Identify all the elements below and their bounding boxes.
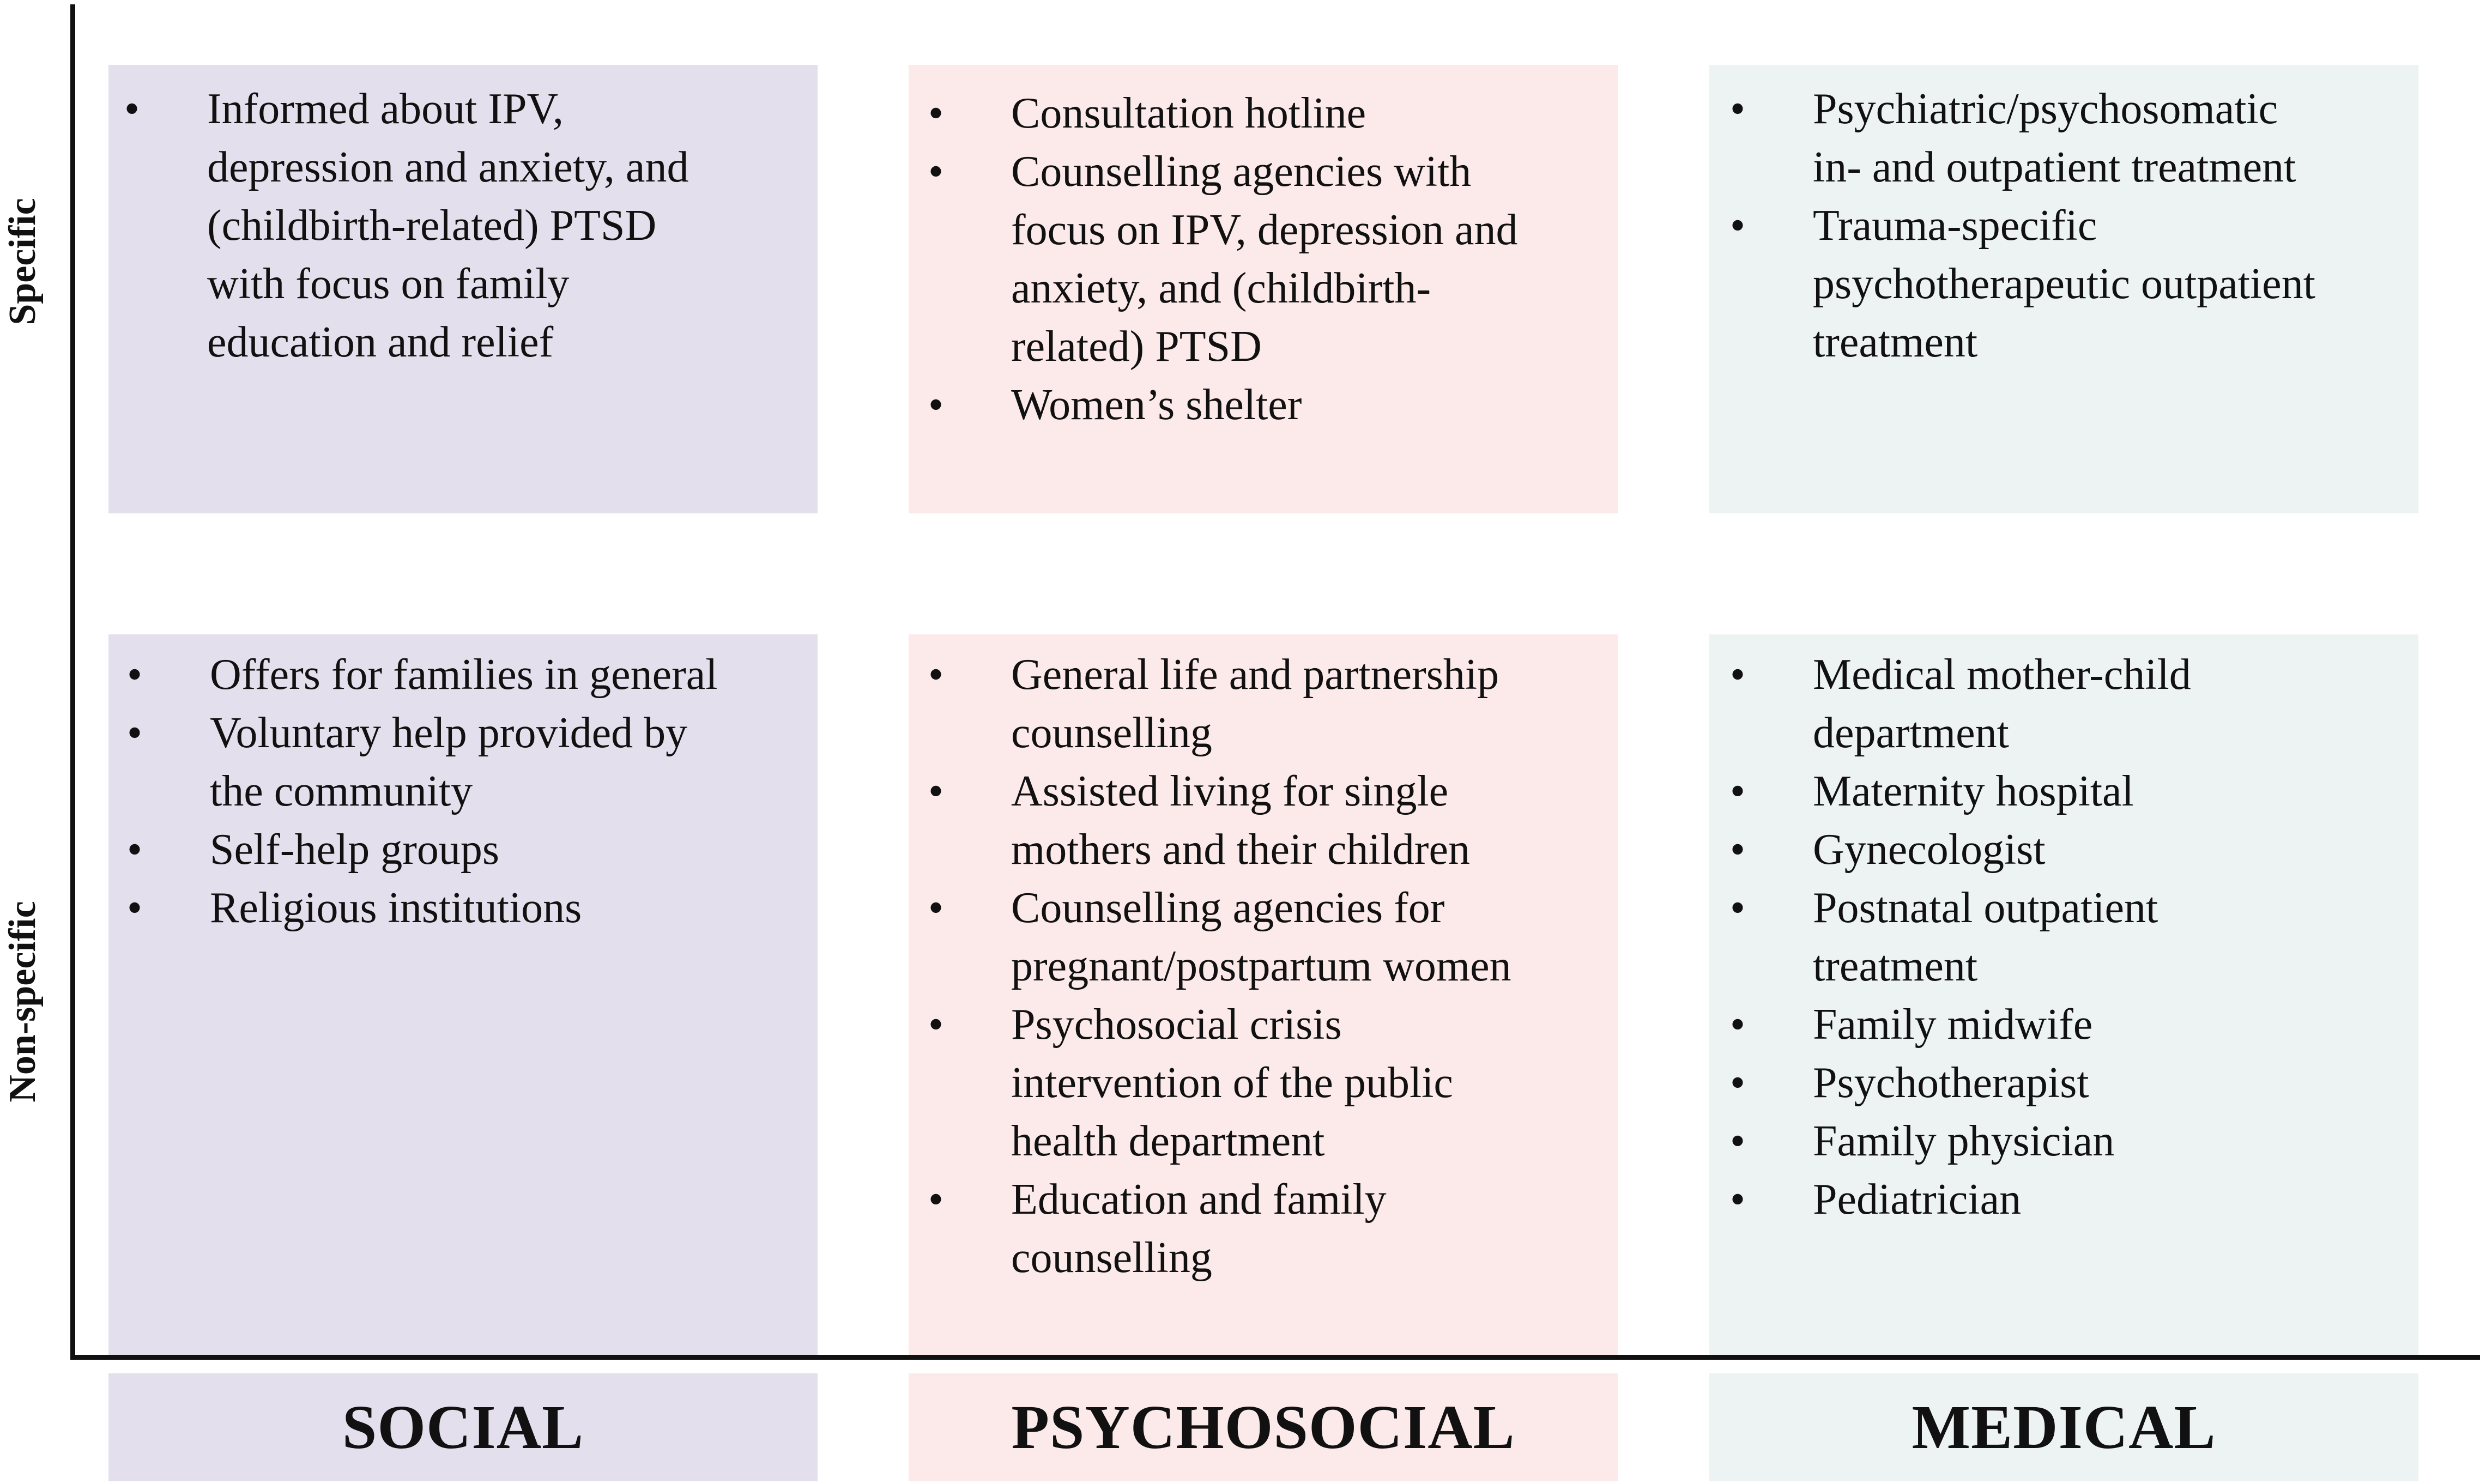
x-axis-line (70, 1355, 2480, 1360)
row-label-specific-text: Specific (2, 198, 44, 325)
list-nonspecific-medical (1729, 646, 2412, 1229)
list-item (1729, 996, 2412, 1054)
list-item-text: Medical mother-child department (1813, 651, 2191, 757)
list-item-text: Counselling agencies for pregnant/postpartum women (1011, 884, 1511, 990)
bullet-icon: • (126, 709, 142, 757)
cell-nonspecific-medical (1709, 634, 2418, 1355)
list-item (126, 646, 815, 704)
list-item-text: Gynecologist (1813, 826, 2046, 874)
cell-nonspecific-psychosocial (909, 634, 1618, 1355)
list-item (928, 879, 1611, 996)
list-item (928, 1171, 1611, 1287)
category-label-medical: MEDICAL (1709, 1373, 2418, 1481)
list-item (928, 376, 1611, 434)
bullet-icon: • (1729, 85, 1745, 133)
list-item (928, 646, 1611, 762)
y-axis-line (70, 4, 75, 1359)
list-item-text: Voluntary help provided by the community (210, 709, 688, 815)
list-item-text: Maternity hospital (1813, 767, 2134, 815)
row-label-non-specific-text: Non-specific (2, 901, 44, 1103)
list-nonspecific-social (126, 646, 815, 937)
list-item (126, 704, 815, 821)
cell-specific-medical (1709, 65, 2418, 513)
list-item-text: Family physician (1813, 1117, 2115, 1165)
list-item-text: Family midwife (1813, 1001, 2093, 1049)
list-item (928, 996, 1611, 1171)
list-item-text: Psychosocial crisis intervention of the public health department (1011, 1001, 1453, 1165)
bullet-icon: • (1729, 1001, 1745, 1049)
list-item-text: Self-help groups (210, 826, 500, 874)
list-item-text: Consultation hotline (1011, 89, 1366, 137)
bullet-icon: • (928, 651, 943, 699)
bullet-icon: • (124, 85, 140, 133)
bullet-icon: • (1729, 1059, 1745, 1107)
list-item (928, 143, 1611, 376)
list-specific-medical (1729, 80, 2412, 372)
cell-specific-psychosocial (909, 65, 1618, 513)
list-item (1729, 1054, 2412, 1112)
list-item-text: Trauma-specific psychotherapeutic outpatient treatment (1813, 202, 2315, 366)
bullet-icon: • (928, 148, 943, 196)
list-item-text: Women’s shelter (1011, 381, 1302, 429)
bullet-icon: • (1729, 1117, 1745, 1165)
list-item-text: Pediatrician (1813, 1176, 2022, 1223)
cell-nonspecific-social (108, 634, 818, 1355)
bullet-icon: • (928, 89, 943, 137)
list-item-text: Offers for families in general (210, 651, 718, 699)
list-item (1729, 879, 2412, 996)
bullet-icon: • (928, 1176, 943, 1223)
list-item-text: Counselling agencies with focus on IPV, depression and anxiety, and (childbirth- related) PTSD (1011, 148, 1518, 371)
list-item (126, 879, 815, 937)
bullet-icon: • (1729, 1176, 1745, 1223)
list-item (126, 821, 815, 879)
list-item (1729, 197, 2412, 372)
bullet-icon: • (928, 381, 943, 429)
list-item (1729, 1171, 2412, 1229)
list-item (1729, 646, 2412, 762)
bullet-icon: • (1729, 826, 1745, 874)
bullet-icon: • (928, 767, 943, 815)
bullet-icon: • (126, 826, 142, 874)
bullet-icon: • (1729, 884, 1745, 932)
list-item (1729, 1112, 2412, 1171)
list-nonspecific-psychosocial (928, 646, 1611, 1287)
list-item-text: Religious institutions (210, 884, 582, 932)
bullet-icon: • (928, 884, 943, 932)
list-item-text: Psychiatric/psychosomatic in- and outpatient treatment (1813, 85, 2296, 191)
category-label-social: SOCIAL (108, 1373, 818, 1481)
list-item-text: General life and partnership counselling (1011, 651, 1499, 757)
bullet-icon: • (126, 651, 142, 699)
bullet-icon: • (1729, 202, 1745, 250)
list-item (928, 762, 1611, 879)
list-specific-social (124, 80, 812, 372)
bullet-icon: • (928, 1001, 943, 1049)
list-item-text: Postnatal outpatient treatment (1813, 884, 2158, 990)
list-item (1729, 80, 2412, 197)
list-item (1729, 762, 2412, 821)
list-item-text: Psychotherapist (1813, 1059, 2089, 1107)
list-item (1729, 821, 2412, 879)
list-item-text: Education and family counselling (1011, 1176, 1387, 1282)
category-label-psychosocial: PSYCHOSOCIAL (909, 1373, 1618, 1481)
bullet-icon: • (126, 884, 142, 932)
bullet-icon: • (1729, 651, 1745, 699)
list-item (928, 84, 1611, 143)
list-item (124, 80, 812, 372)
bullet-icon: • (1729, 767, 1745, 815)
list-item-text: Assisted living for single mothers and their children (1011, 767, 1470, 874)
cell-specific-social (108, 65, 818, 513)
list-item-text: Informed about IPV, depression and anxiety, and (childbirth-related) PTSD with focus on family education and relief (207, 85, 689, 366)
list-specific-psychosocial (928, 84, 1611, 434)
